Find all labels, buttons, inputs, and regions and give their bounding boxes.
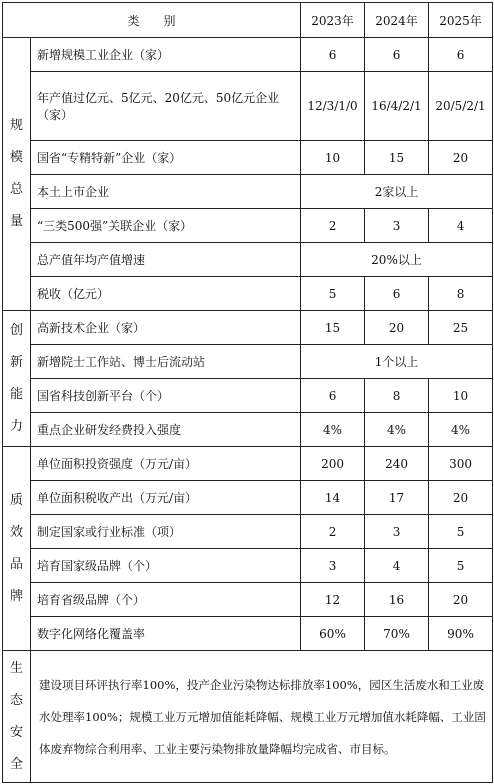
year-value: 16/4/2/1 [365, 72, 429, 141]
year-value: 14 [301, 481, 365, 515]
category-cell: 生 态 安 全 [3, 651, 31, 783]
header-year: 2025年 [429, 3, 493, 38]
table-row [3, 209, 493, 243]
indicator-label: 国省“专精特新”企业（家） [31, 141, 301, 175]
indicator-label: 国省科技创新平台（个） [31, 379, 301, 413]
indicator-label: 单位面积税收产出（万元/亩） [31, 481, 301, 515]
table-row [3, 515, 493, 549]
year-value: 12 [301, 583, 365, 617]
year-value: 12/3/1/0 [301, 72, 365, 141]
year-value: 70% [365, 617, 429, 651]
indicator-label: 培育省级品牌（个） [31, 583, 301, 617]
year-value: 3 [301, 549, 365, 583]
indicator-label: 税收（亿元） [31, 277, 301, 311]
year-value: 4% [365, 413, 429, 447]
merged-value: 20%以上 [301, 243, 493, 277]
indicator-label: 重点企业研发经费投入强度 [31, 413, 301, 447]
indicator-label: 总产值年均产值增速 [31, 243, 301, 277]
header-year: 2023年 [301, 3, 365, 38]
category-cell: 质 效 品 牌 [3, 447, 31, 651]
year-value: 4% [429, 413, 493, 447]
merged-value: 1个以上 [301, 345, 493, 379]
year-value: 15 [365, 141, 429, 175]
table-row [3, 277, 493, 311]
year-value: 4 [429, 209, 493, 243]
indicator-label: 年产值过亿元、5亿元、20亿元、50亿元企业（家） [31, 72, 301, 141]
year-value: 10 [429, 379, 493, 413]
header-row [3, 3, 493, 38]
table-row [3, 379, 493, 413]
year-value: 15 [301, 311, 365, 345]
indicator-label: 新增规模工业企业（家） [31, 38, 301, 72]
table-row [3, 617, 493, 651]
year-value: 6 [365, 277, 429, 311]
year-value: 2 [301, 209, 365, 243]
year-value: 20 [429, 481, 493, 515]
year-value: 10 [301, 141, 365, 175]
year-value: 8 [429, 277, 493, 311]
table-row [3, 175, 493, 209]
year-value: 17 [365, 481, 429, 515]
year-value: 5 [429, 549, 493, 583]
indicator-label: 数字化网络化覆盖率 [31, 617, 301, 651]
year-value: 20/5/2/1 [429, 72, 493, 141]
table-row [3, 413, 493, 447]
year-value: 20 [429, 583, 493, 617]
year-value: 3 [365, 209, 429, 243]
indicator-label: 制定国家或行业标准（项） [31, 515, 301, 549]
table-row [3, 447, 493, 481]
table-row [3, 651, 493, 783]
year-value: 4% [301, 413, 365, 447]
merged-value: 2家以上 [301, 175, 493, 209]
year-value: 60% [301, 617, 365, 651]
year-value: 25 [429, 311, 493, 345]
table-row [3, 72, 493, 141]
year-value: 6 [301, 38, 365, 72]
table-row [3, 345, 493, 379]
indicator-label: 本土上市企业 [31, 175, 301, 209]
table-row [3, 481, 493, 515]
year-value: 8 [365, 379, 429, 413]
indicator-label: 新增院士工作站、博士后流动站 [31, 345, 301, 379]
year-value: 4 [365, 549, 429, 583]
year-value: 20 [429, 141, 493, 175]
year-value: 240 [365, 447, 429, 481]
header-year: 2024年 [365, 3, 429, 38]
category-cell: 规 模 总 量 [3, 38, 31, 311]
year-value: 300 [429, 447, 493, 481]
table-row [3, 583, 493, 617]
year-value: 5 [301, 277, 365, 311]
year-value: 6 [301, 379, 365, 413]
ecology-text: 建设项目环评执行率100%，投产企业污染物达标排放率100%，园区生活废水和工业废水处理率100%；规模工业万元增加值能耗降幅、规模工业万元增加值水耗降幅、工业固体废弃物综合利用率、工业主要污染物排放量降幅均完成省、市目标。 [31, 651, 493, 783]
year-value: 2 [301, 515, 365, 549]
indicator-label: 高新技术企业（家） [31, 311, 301, 345]
indicator-label: 培育国家级品牌（个） [31, 549, 301, 583]
table-row [3, 311, 493, 345]
indicator-label: 单位面积投资强度（万元/亩） [31, 447, 301, 481]
indicator-label: “三类500强”关联企业（家） [31, 209, 301, 243]
year-value: 5 [429, 515, 493, 549]
year-value: 200 [301, 447, 365, 481]
year-value: 6 [429, 38, 493, 72]
year-value: 90% [429, 617, 493, 651]
year-value: 6 [365, 38, 429, 72]
table-row [3, 38, 493, 72]
table-row [3, 141, 493, 175]
indicator-table [2, 2, 493, 783]
category-cell: 创 新 能 力 [3, 311, 31, 447]
year-value: 20 [365, 311, 429, 345]
header-category: 类 别 [3, 3, 301, 38]
table-row [3, 549, 493, 583]
table-row [3, 243, 493, 277]
year-value: 3 [365, 515, 429, 549]
year-value: 16 [365, 583, 429, 617]
